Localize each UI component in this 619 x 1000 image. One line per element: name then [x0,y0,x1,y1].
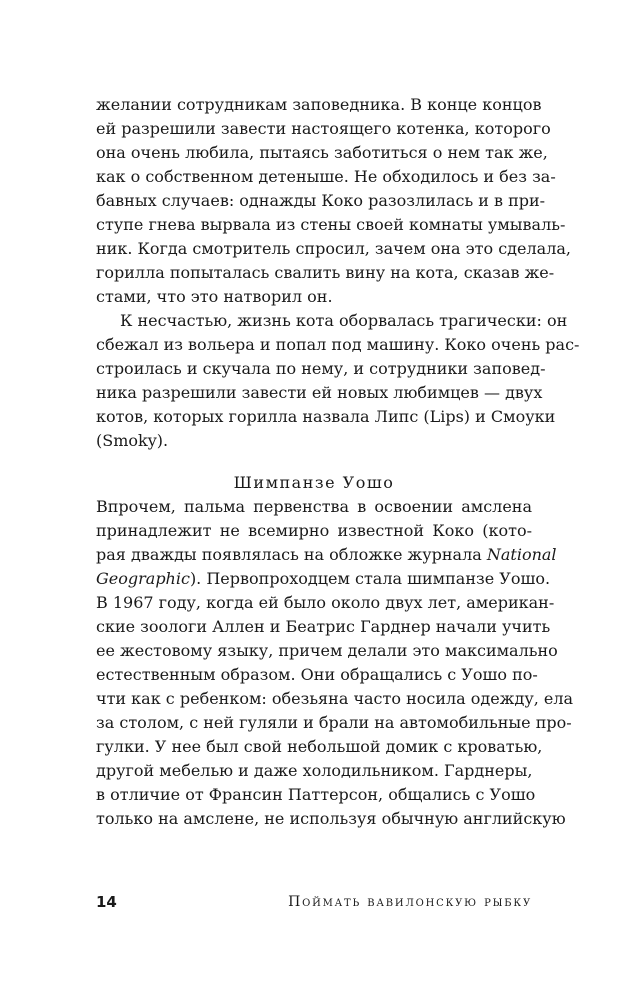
text-line: за столом, с ней гуляли и брали на автомобильные про- [96,713,572,732]
page-footer [96,890,532,914]
page-number: 14 [96,893,117,911]
text-line: ей разрешили завести настоящего котенка, которого [96,119,551,138]
text-line: ника разрешили завести ей новых любимцев — двух [96,383,543,402]
text-line: стами, что это натворил он. [96,287,333,306]
text-fragment: рая дважды появлялась на обложке журнала [96,545,487,564]
text-line: только на амслене, не используя обычную английскую [96,809,566,828]
text-line [96,567,551,591]
text-line: котов, которых горилла назвала Липс (Lips) и Смоуки [96,407,556,426]
text-line: сбежал из вольера и попал под машину. Коко очень рас- [96,335,580,354]
text-line: как о собственном детеныше. Не обходилось и без за- [96,167,556,186]
text-line: (Smoky). [96,431,169,450]
magazine-title-italic: Geographic [96,569,190,588]
text-line: естественным образом. Они обращались с Уошо по- [96,665,538,684]
text-line: ее жестовому языку, причем делали это максимально [96,641,558,660]
text-line: принадлежит не всемирно известной Коко (кото- [96,521,532,540]
paragraph-koko-kitten [96,93,571,309]
text-line [96,543,557,567]
paragraph-cat-death [96,309,580,453]
text-line: строилась и скучала по нему, и сотрудники заповед- [96,359,546,378]
text-line: ские зоологи Аллен и Беатрис Гарднер начали учить [96,617,551,636]
text-line: ник. Когда смотритель спросил, зачем она это сделала, [96,239,571,258]
magazine-title-italic: National [486,545,557,564]
paragraph-washoe [96,495,574,831]
text-line: чти как с ребенком: обезьяна часто носила одежду, ела [96,689,574,708]
text-line: она очень любила, пытаясь заботиться о нем так же, [96,143,548,162]
text-line: К несчастью, жизнь кота оборвалась трагически: он [120,311,568,330]
text-line: другой мебелью и даже холодильником. Гарднеры, [96,761,533,780]
text-line: Впрочем, пальма первенства в освоении амслена [96,497,532,516]
section-heading: Шимпанзе Уошо [233,473,395,492]
body-text [96,93,580,831]
text-line: гулки. У нее был свой небольшой домик с кроватью, [96,737,543,756]
text-line: желании сотрудникам заповедника. В конце концов [96,95,542,114]
text-line: В 1967 году, когда ей было около двух лет, американ- [96,593,555,612]
text-line: ступе гнева вырвала из стены своей комнаты умываль- [96,215,566,234]
running-title: Поймать вавилонскую рыбку [288,894,532,910]
text-fragment: ). Первопроходцем стала шимпанзе Уошо. [189,569,551,588]
text-line: в отличие от Франсин Паттерсон, общались с Уошо [96,785,536,804]
text-line: горилла попыталась свалить вину на кота, сказав же- [96,263,555,282]
text-line: бавных случаев: однажды Коко разозлилась и в при- [96,191,546,210]
